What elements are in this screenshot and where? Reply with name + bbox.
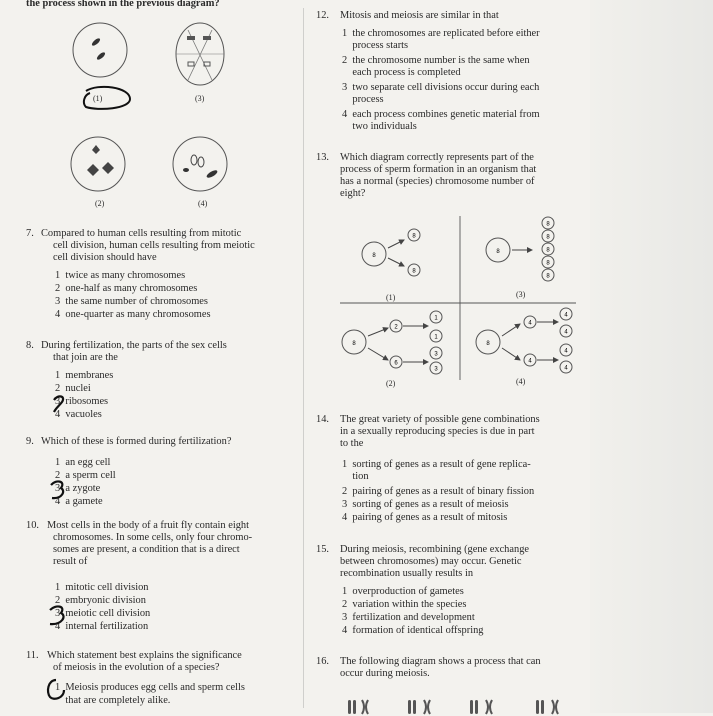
q13-stem-line-3: has a normal (species) chromosome number of (340, 176, 535, 187)
q9-option-1[interactable]: 1 an egg cell (55, 457, 111, 468)
q10-option-3[interactable]: 3 meiotic cell division (55, 608, 151, 619)
svg-text:3: 3 (434, 351, 438, 358)
svg-text:3: 3 (434, 366, 438, 373)
q13-stem-line-4: eight? (340, 188, 366, 199)
svg-text:4: 4 (564, 365, 568, 372)
q7-stem-line-2: cell division, human cells resulting from meiotic (53, 240, 255, 251)
q16-number: 16. (316, 656, 329, 667)
q16-stem-line-1: The following diagram shows a process that can (340, 656, 541, 667)
q13-stem-line-1: Which diagram correctly represents part of the (340, 152, 534, 163)
q15-stem-line-3: recombination usually results in (340, 568, 474, 579)
q13-diagram-2 (342, 311, 442, 374)
handwritten-mark-q10 (46, 604, 70, 628)
svg-text:4: 4 (564, 312, 568, 319)
handwritten-mark-q9 (48, 479, 70, 503)
q10-number: 10. (26, 520, 39, 531)
svg-text:8: 8 (486, 341, 490, 347)
q7-stem-line-3: cell division should have (53, 252, 157, 263)
q6-label-3: (3) (195, 94, 205, 103)
svg-text:1: 1 (434, 315, 438, 322)
svg-text:1: 1 (434, 334, 438, 341)
q14-stem-line-1: The great variety of possible gene combinations (340, 414, 540, 425)
q8-stem-line-2: that join are the (53, 352, 118, 363)
svg-text:6: 6 (394, 360, 398, 367)
q9-option-4[interactable]: 4 a gamete (55, 496, 103, 507)
q7-option-4[interactable]: 4 one-quarter as many chromosomes (55, 309, 211, 320)
svg-text:8: 8 (546, 234, 550, 241)
q7-option-1[interactable]: 1 twice as many chromosomes (55, 270, 186, 281)
q10-option-1[interactable]: 1 mitotic cell division (55, 582, 149, 593)
q7-option-2[interactable]: 2 one-half as many chromosomes (55, 283, 198, 294)
handwritten-answer-circle-q6 (80, 85, 140, 115)
q14-stem-line-3: to the (340, 438, 364, 449)
q12-number: 12. (316, 10, 329, 21)
q8-option-1[interactable]: 1 membranes (55, 370, 114, 381)
q10-stem-line-3: somes are present, a condition that is a direct (53, 544, 240, 555)
q8-option-4[interactable]: 4 vacuoles (55, 409, 102, 420)
q11-option-1-line-1[interactable]: 1 Meiosis produces egg cells and sperm cells (55, 682, 245, 693)
q10-stem-line-2: chromosomes. In some cells, only four chromo- (53, 532, 253, 543)
q7-number: 7. (26, 228, 34, 239)
page-margin (590, 0, 713, 713)
prev-question-text: the process shown in the previous diagram? (26, 0, 220, 9)
cell-1 (73, 23, 127, 77)
q15-number: 15. (316, 544, 329, 555)
q12-stem-line-1: Mitosis and meiosis are similar in that (340, 10, 499, 21)
q12-option-1-line-2: process starts (342, 40, 409, 51)
svg-text:8: 8 (496, 249, 500, 255)
q12-option-4-line-2: two individuals (342, 121, 417, 132)
handwritten-mark-q8 (50, 394, 70, 416)
svg-text:8: 8 (546, 273, 550, 280)
q13-label-4: (4) (516, 377, 526, 386)
q8-option-3[interactable]: 3 ribosomes (55, 396, 109, 407)
q7-stem-line-1: Compared to human cells resulting from mitotic (41, 228, 242, 239)
q16-stem-line-2: occur during meiosis. (340, 668, 430, 679)
q13-diagram-4 (476, 308, 572, 373)
cell-2 (71, 137, 125, 191)
q15-stem-line-2: between chromosomes) may occur. Genetic (340, 556, 522, 567)
q13-label-2: (2) (386, 379, 396, 388)
svg-text:8: 8 (352, 341, 356, 347)
q14-option-2[interactable]: 2 pairing of genes as a result of binary fission (342, 486, 535, 497)
q13-label-1: (1) (386, 293, 396, 302)
q8-number: 8. (26, 340, 34, 351)
q13-sperm-formation-diagram (336, 210, 596, 390)
q14-option-1-line-1[interactable]: 1 sorting of genes as a result of gene replica- (342, 459, 531, 470)
svg-text:8: 8 (546, 247, 550, 254)
q15-option-4[interactable]: 4 formation of identical offspring (342, 625, 484, 636)
q6-cell-diagrams (0, 0, 300, 200)
q8-option-2[interactable]: 2 nuclei (55, 383, 91, 394)
q12-option-1-line-1[interactable]: 1 the chromosomes are replicated before either (342, 28, 540, 39)
q14-option-1-line-2: tion (342, 471, 369, 482)
q12-option-3-line-2: process (342, 94, 384, 105)
q16-chromosome-diagram (340, 696, 580, 716)
q14-stem-line-2: in a sexually reproducing species is due in part (340, 426, 535, 437)
q11-stem-line-2: of meiosis in the evolution of a species? (53, 662, 220, 673)
svg-text:8: 8 (372, 253, 376, 259)
q7-option-3[interactable]: 3 the same number of chromosomes (55, 296, 208, 307)
q14-option-4[interactable]: 4 pairing of genes as a result of mitosis (342, 512, 508, 523)
q11-option-1-line-2[interactable]: that are completely alike. (55, 695, 171, 706)
q13-number: 13. (316, 152, 329, 163)
column-divider (303, 8, 304, 708)
q6-label-1: (1) (93, 94, 103, 103)
q15-option-1[interactable]: 1 overproduction of gametes (342, 586, 464, 597)
q15-option-2[interactable]: 2 variation within the species (342, 599, 467, 610)
q12-option-2-line-2: each process is completed (342, 67, 461, 78)
svg-text:4: 4 (564, 348, 568, 355)
q12-option-3-line-1[interactable]: 3 two separate cell divisions occur during each (342, 82, 540, 93)
svg-text:4: 4 (528, 358, 532, 365)
q9-option-2[interactable]: 2 a sperm cell (55, 470, 116, 481)
q11-number: 11. (26, 650, 39, 661)
svg-text:8: 8 (412, 268, 416, 275)
q13-label-3: (3) (516, 290, 526, 299)
svg-text:8: 8 (546, 221, 550, 228)
q10-option-2[interactable]: 2 embryonic division (55, 595, 146, 606)
q10-stem-line-4: result of (53, 556, 88, 567)
q14-number: 14. (316, 414, 329, 425)
q10-option-4[interactable]: 4 internal fertilization (55, 621, 149, 632)
handwritten-circle-q11 (44, 678, 68, 702)
q12-option-2-line-1[interactable]: 2 the chromosome number is the same when (342, 55, 530, 66)
svg-text:2: 2 (394, 324, 398, 331)
cell-4 (173, 137, 227, 191)
q13-stem-line-2: process of sperm formation in an organism that (340, 164, 537, 175)
q9-stem-line-1: Which of these is formed during fertilization? (41, 436, 232, 447)
q9-option-3[interactable]: 3 a zygote (55, 483, 101, 494)
svg-text:8: 8 (546, 260, 550, 267)
svg-text:4: 4 (564, 329, 568, 336)
svg-text:8: 8 (412, 233, 416, 240)
q12-option-4-line-1[interactable]: 4 each process combines genetic material from (342, 109, 540, 120)
q11-stem-line-1: Which statement best explains the significance (47, 650, 242, 661)
q15-stem-line-1: During meiosis, recombining (gene exchange (340, 544, 529, 555)
q13-diagram-3 (486, 217, 554, 281)
q14-option-3[interactable]: 3 sorting of genes as a result of meiosis (342, 499, 509, 510)
q10-stem-line-1: Most cells in the body of a fruit fly contain eight (47, 520, 249, 531)
q13-diagram-1 (362, 229, 420, 276)
q9-number: 9. (26, 436, 34, 447)
q15-option-3[interactable]: 3 fertilization and development (342, 612, 475, 623)
q6-label-4: (4) (198, 199, 208, 208)
q8-stem-line-1: During fertilization, the parts of the sex cells (41, 340, 227, 351)
svg-text:4: 4 (528, 320, 532, 327)
q6-label-2: (2) (95, 199, 105, 208)
